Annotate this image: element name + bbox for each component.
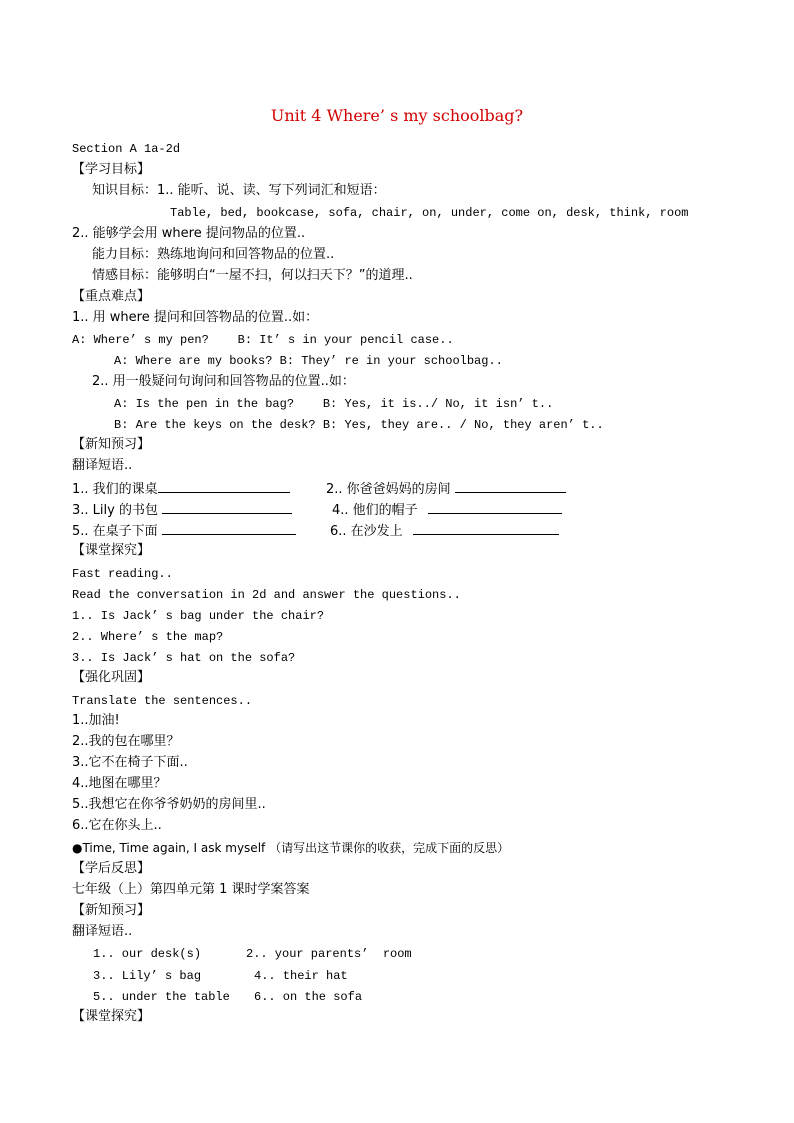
key-point-2: 2.. 用一般疑问句询问和回答物品的位置..如： [92,374,355,389]
key-point-1: 1.. 用 where 提问和回答物品的位置..如： [72,310,319,325]
key-point-2-example-1: A: Is the pen in the bag? B: Yes, it is../ No, it isn’ t.. [114,397,554,411]
fast-reading-label: Fast reading.. [72,567,173,581]
vocabulary-list: Table, bed, bookcase, sofa, chair, on, under, come on, desk, think, room [170,206,689,220]
answer-item: 5.. under the table [93,990,230,1004]
sentence-item: 3..它不在椅子下面.. [72,755,188,770]
phrase-item: 4.. 他们的帽子 [332,501,562,519]
answer-blank[interactable] [158,480,290,493]
answer-item: 2.. your parents’ room [246,947,412,961]
answer-key-title: 七年级（上）第四单元第 1 课时学案答案 [72,882,310,897]
answer-item: 1.. our desk(s) [93,947,202,961]
reflection-prompt: ●Time, Time again, I ask myself （请写出这节课你的收获，完成下面的反思） [72,841,510,855]
goal-2: 2.. 能够学会用 where 提问物品的位置.. [72,226,306,241]
section-label: Section A 1a-2d [72,142,181,156]
translate-phrases-answers-label: 翻译短语.. [72,924,133,939]
phrase-item: 5.. 在桌子下面 [72,522,296,540]
key-point-2-example-2: B: Are the keys on the desk? B: Yes, they are.. / No, they aren’ t.. [114,418,604,432]
heading-preview: 【新知预习】 [72,437,151,452]
goal-emotion: 情感目标：能够明白“一屋不扫，何以扫天下？”的道理.. [92,268,413,283]
goal-knowledge: 知识目标：1.. 能听、说、读、写下列词汇和短语： [92,183,386,198]
sentence-item: 5..我想它在你爷爷奶奶的房间里.. [72,797,266,812]
key-point-1-example-2: A: Where are my books? B: They’ re in your schoolbag.. [114,354,503,368]
answer-blank[interactable] [162,522,296,535]
translate-sentences-label: Translate the sentences.. [72,694,253,708]
sentence-item: 4..地图在哪里？ [72,776,167,791]
heading-preview-answers: 【新知预习】 [72,903,151,918]
answer-item: 6.. on the sofa [254,990,363,1004]
answer-item: 4.. their hat [254,969,348,983]
phrase-item: 6.. 在沙发上 [330,522,559,540]
phrase-item: 3.. Lily 的书包 [72,501,292,519]
heading-goals: 【学习目标】 [72,162,151,177]
answer-blank[interactable] [162,501,292,514]
heading-class-explore-answers: 【课堂探究】 [72,1009,151,1024]
heading-consolidate: 【强化巩固】 [72,670,151,685]
translate-phrases-label: 翻译短语.. [72,458,133,473]
goal-ability: 能力目标：熟练地询问和回答物品的位置.. [92,247,335,262]
answer-blank[interactable] [455,480,566,493]
sentence-item: 1..加油! [72,713,120,728]
sentence-item: 6..它在你头上.. [72,818,162,833]
answer-blank[interactable] [413,522,559,535]
document-title: Unit 4 Where’ s my schoolbag? [270,106,524,125]
sentence-item: 2..我的包在哪里？ [72,734,180,749]
answer-blank[interactable] [428,501,562,514]
question-item: 2.. Where’ s the map? [72,630,224,644]
question-item: 1.. Is Jack’ s bag under the chair? [72,609,325,623]
phrase-item: 1.. 我们的课桌 [72,480,290,498]
key-point-1-example-1: A: Where’ s my pen? B: It’ s in your pencil case.. [72,333,454,347]
phrase-item: 2.. 你爸爸妈妈的房间 [326,480,566,498]
answer-item: 3.. Lily’ s bag [93,969,202,983]
heading-reflection: 【学后反思】 [72,861,151,876]
question-item: 3.. Is Jack’ s hat on the sofa? [72,651,296,665]
heading-class-explore: 【课堂探究】 [72,543,151,558]
read-conversation-instruction: Read the conversation in 2d and answer the questions.. [72,588,461,602]
heading-key-points: 【重点难点】 [72,289,151,304]
